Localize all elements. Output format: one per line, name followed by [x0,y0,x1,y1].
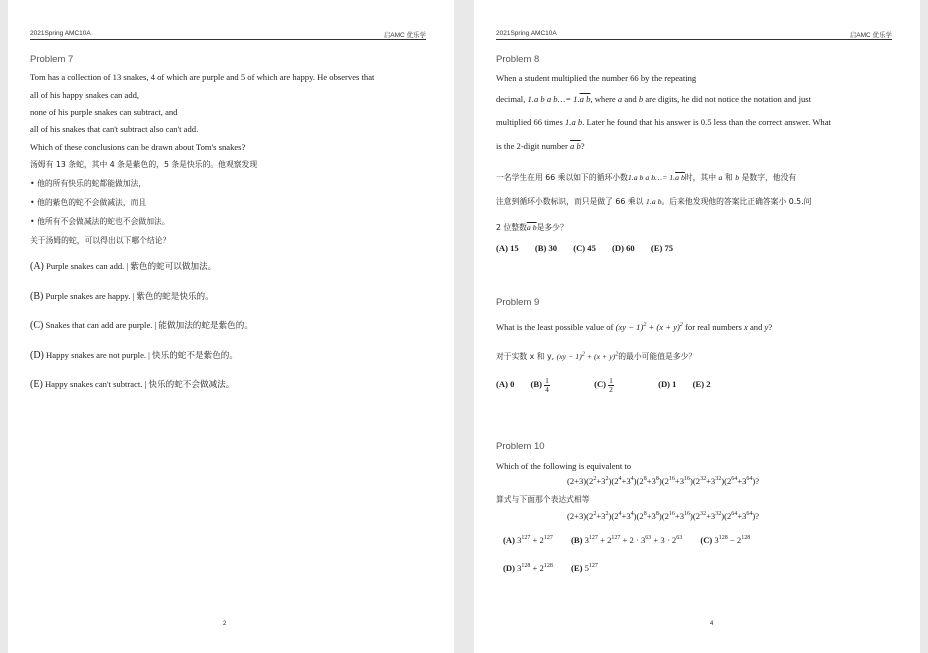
problem-text-cn: 对于实数 x 和 y, $(xy - 1)^2 + (x + y)^2$的最小可能值是多少？ [496,351,697,361]
problem-text-line: decimal, 1.a b a b…= 1.a b, where a and b are digits, he did not notice the notation and just [496,94,811,104]
problem-text-cn: 汤姆有 13 条蛇，其中 4 条是紫色的，5 条是快乐的。他观察发现 [30,160,258,169]
problem-text-line: multiplied 66 times 1.a b. Later he found that his answer is 0.5 less than the correct answer. What [496,117,831,127]
choice: (C) $\frac{1}{2}$ [594,376,613,394]
math-expression: $(2+3)(2^2+3^2)(2^4+3^4)(2^8+3^8)(2^{16}+3^{16})(2^{32}+3^{32})(2^{64}+3^{64})$? [567,511,760,521]
answer-option-c [30,319,253,331]
document-page-left [8,0,454,653]
page-number: 2 [223,621,227,627]
page-header [30,30,426,40]
choice: (E) 75 [650,243,674,253]
option-text: Happy snakes are not purple. | 快乐的蛇不是紫色的。 [46,350,238,360]
option-text: Snakes that can add are purple. | 能做加法的蛇是紫色的。 [45,320,253,330]
header-left: 2021Spring AMC10A [30,30,91,37]
option-text: Happy snakes can't subtract. | 快乐的蛇不会做减法。 [44,379,235,389]
choice: (B) $\frac{1}{4}$ [530,376,549,394]
problem-text-cn: 关于汤姆的蛇，可以得出以下哪个结论？ [30,236,171,245]
answer-choices [496,377,725,394]
problem-title: Problem 9 [496,297,540,308]
problem-text-line: Tom has a collection of 13 snakes, 4 of which are purple and 5 of which are happy. He observes that [30,72,375,82]
problem-text-line: When a student multiplied the number 66 by the repeating [496,73,697,83]
math-expression: $(2+3)(2^2+3^2)(2^4+3^4)(2^8+3^8)(2^{16}+3^{16})(2^{32}+3^{32})(2^{64}+3^{64})$? [567,476,760,486]
answer-option-e [30,378,234,390]
problem-text-cn: • 他的所有快乐的蛇都能做加法， [30,179,147,188]
problem-title: Problem 8 [496,54,540,65]
choice: (A) 15 [496,243,519,253]
problem-text-cn: • 他的紫色的蛇不会做减法，而且 [30,198,147,207]
document-page-right [474,0,920,653]
option-text: Purple snakes are happy. | 紫色的蛇是快乐的。 [45,291,214,301]
option-text: Purple snakes can add. | 紫色的蛇可以做加法。 [46,261,217,271]
answer-choices: (A) $3^{127} + 2^{127}$ (B) $3^{127} + 2^{127} + 2 \cdot 3^{63} + 3 \cdot 2^{63}$ (C) $3^{128} - 2^{128}$ [503,535,751,545]
header-right: 启AMC 优乐学 [383,32,426,39]
option-label: (C) [30,320,44,331]
answer-option-a [30,260,216,272]
problem-text-line: What is the least possible value of $(xy - 1)^2 + (x + y)^2$ for real numbers x and y? [496,322,773,332]
choice: (D) 60 [612,243,635,253]
answer-option-b [30,290,214,302]
problem-text-line: none of his purple snakes can subtract, and [30,107,178,117]
choice: (C) 45 [573,243,596,253]
problem-text-cn: 注意到循环小数标识，而只是做了 66 乘以 1.a b。后来他发现他的答案比正确答案小 0.5.问 [496,197,812,206]
answer-option-d [30,349,238,361]
problem-title: Problem 7 [30,54,74,65]
problem-text-cn: 2 位整数a b是多少？ [496,223,568,232]
header-right: 启AMC 优乐学 [849,32,892,39]
problem-text-line: all of his snakes that can't subtract also can't add. [30,124,199,134]
problem-title: Problem 10 [496,441,545,452]
choice: (A) 0 [496,379,515,390]
header-left: 2021Spring AMC10A [496,30,557,37]
option-label: (D) [30,350,44,361]
problem-text-cn: 算式与下面那个表达式相等 [496,495,590,504]
problem-text-line: Which of these conclusions can be drawn about Tom's snakes? [30,142,246,152]
option-label: (B) [30,291,44,302]
option-label: (E) [30,379,43,390]
answer-choices: (D) $3^{128} + 2^{128}$ (E) $5^{127}$ [503,563,598,573]
answer-choices [496,243,687,253]
problem-text-line: Which of the following is equivalent to [496,461,632,471]
problem-text-cn: 一名学生在用 66 乘以如下的循环小数1.a b a b…= 1.a b时，其中 a 和 b 是数字，他没有 [496,173,797,182]
problem-text-line: is the 2-digit number a b? [496,141,585,151]
problem-text-cn: • 他所有不会做减法的蛇也不会做加法。 [30,217,170,226]
choice: (E) 2 [692,379,711,390]
page-header [496,30,892,40]
choice: (D) 1 [658,379,677,390]
problem-text-line: all of his happy snakes can add, [30,90,140,100]
option-label: (A) [30,261,44,272]
choice: (B) 30 [534,243,558,253]
page-number: 4 [710,621,714,627]
